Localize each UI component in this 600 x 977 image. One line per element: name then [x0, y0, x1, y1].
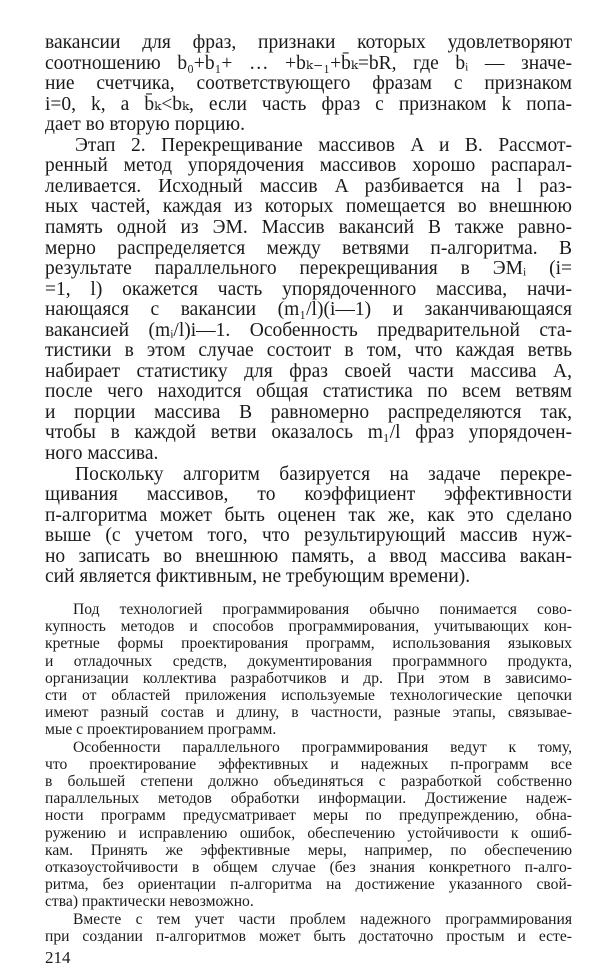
text-line: ние счетчика, соответствующего фразам с признаком: [45, 73, 572, 95]
text-line: ренный метод упорядочения массивов хорошо распарал-: [45, 155, 572, 177]
text-line: набирает статистику для фраз своей части массива A,: [45, 360, 572, 382]
page-number: 214: [45, 948, 71, 967]
small-text-line: организации коллектива разработчиков и др. При этом в зависимо-: [45, 669, 572, 687]
text-line: леливается. Исходный массив A разбивается на l раз-: [45, 175, 572, 197]
small-text-line: Особенности параллельного программирования ведут к тому,: [73, 738, 572, 756]
text-line: соотношению b₀+b₁+ … +bₖ₋₁+b̄ₖ=bR, где bᵢ — значе-: [45, 52, 572, 74]
text-line: i=0, k, а b̄ₖ<bₖ, если часть фраз с признаком k попа-: [45, 93, 572, 115]
small-text-line: ритма, без ориентации п-алгоритма на достижение указанного свой-: [45, 876, 572, 894]
small-text-line: мые с проектированием программ.: [45, 721, 277, 739]
text-line: п-алгоритма может быть оценен так же, как это сделано: [45, 504, 572, 526]
text-line: выше (с учетом того, что результирующий массив нуж-: [45, 525, 572, 547]
text-line: нающаяся с вакансии (m₁/l)(i—1) и заканчивающаяся: [45, 299, 572, 321]
small-text-line: купность методов и способов программирования, учитывающих кон-: [45, 618, 572, 636]
small-text-line: что проектирование эффективных и надежных п-программ все: [45, 755, 572, 773]
text-line: после чего находится общая статистика по всем ветвям: [45, 381, 572, 403]
small-text-line: Вместе с тем учет части проблем надежного программирования: [73, 910, 572, 928]
small-text-line: ружению и исправлению ошибок, обеспечению устойчивости к ошиб-: [45, 824, 572, 842]
small-text-line: и отладочных средств, документирования программного продукта,: [45, 652, 572, 670]
small-text-line: кретные формы проектирования программ, использования языковых: [45, 635, 572, 653]
small-text-line: сти от областей приложения используемые технологические цепочки: [45, 687, 572, 704]
text-line: чтобы в каждой ветви оказалось m₁/l фраз упорядочен-: [45, 422, 572, 444]
text-line: но записать во внешнюю память, а ввод массива вакан-: [45, 545, 572, 567]
small-text-line: при создании п-алгоритмов может быть достаточно простым и есте-: [45, 927, 572, 945]
small-text-line: в большей степени должно объединяться с разработкой собственно: [45, 773, 572, 790]
text-line: вакансии для фраз, признаки которых удовлетворяют: [45, 32, 572, 53]
text-line: вакансией (mᵢ/l)i—1. Особенность предварительной ста-: [45, 319, 572, 341]
text-line: Поскольку алгоритм базируется на задаче перекре-: [75, 463, 572, 485]
text-line: Этап 2. Перекрещивание массивов A и B. Рассмот-: [75, 134, 572, 156]
text-line: =1, l) окажется часть упорядоченного массива, начи-: [45, 278, 572, 300]
text-line: мерно распределяется между ветвями п-алгоритма. В: [45, 237, 572, 259]
text-line: и порции массива B равномерно распределяются так,: [45, 401, 572, 423]
small-text-line: отказоустойчивости в общем случае (без знания конкретного п-алго-: [45, 859, 572, 876]
text-line: дает во вторую порцию.: [45, 114, 245, 136]
small-text-line: имеют разный состав и длину, в частности, разные этапы, связывае-: [45, 704, 572, 722]
small-text-line: ности программ предусматривает меры по предупреждению, обна-: [45, 807, 572, 825]
text-line: сий является фиктивным, не требующим времени).: [45, 566, 471, 588]
text-line: ного массива.: [45, 443, 159, 464]
small-text-line: ства) практически невозможно.: [45, 893, 254, 911]
text-line: тистики в этом случае состоит в том, что каждая ветвь: [45, 340, 572, 362]
text-line: ных частей, каждая из которых помещается во внешнюю: [45, 196, 572, 218]
text-line: щивания массивов, то коэффициент эффективности: [45, 484, 572, 506]
small-text-line: Под технологией программирования обычно понимается сово-: [73, 601, 572, 618]
small-text-line: кам. Принять же эффективные меры, например, по обеспечению: [45, 841, 572, 859]
small-text-line: параллельных методов обработки информации. Достижение надеж-: [45, 790, 572, 808]
text-line: результате параллельного перекрещивания в ЭМᵢ (i=: [45, 258, 572, 280]
text-line: память одной из ЭМ. Массив вакансий B также равно-: [45, 216, 572, 238]
